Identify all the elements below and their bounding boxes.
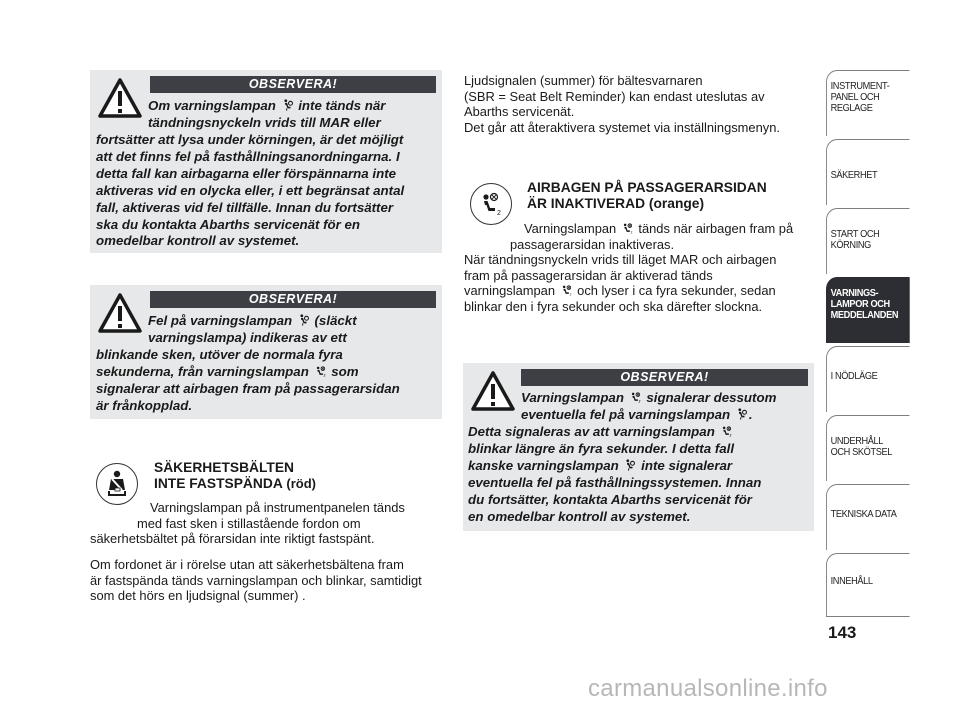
warning-text-segment: som xyxy=(327,363,359,379)
warning-text-2 xyxy=(148,313,438,347)
passenger-airbag-off-icon xyxy=(721,425,732,437)
tab-start-och-korning[interactable] xyxy=(826,208,910,274)
svg-text:2: 2 xyxy=(497,210,501,217)
warning-text-1-cont xyxy=(96,132,440,250)
tab-varningslampor[interactable] xyxy=(826,277,910,343)
text-line: Om fordonet är i rörelse utan att säkerhetsbältena fram xyxy=(90,557,404,572)
text-segment: Varningslampan xyxy=(524,221,620,236)
passenger-airbag-off-icon xyxy=(470,183,512,225)
tab-label: START OCH xyxy=(830,229,880,240)
seatbelt-heading xyxy=(154,460,316,492)
tab-label: INNEHÅLL xyxy=(830,576,873,587)
text-line: Varningslampan på instrumentpanelen tänds xyxy=(150,500,405,515)
warning-text-line: fall, aktiveras vid fel tillfälle. Innan du fortsätter xyxy=(96,199,394,215)
heading-color-note: (orange) xyxy=(645,196,705,211)
warning-text-3-cont xyxy=(468,424,812,525)
text-line: säkerhetsbältet på förarsidan inte riktigt fastspänt. xyxy=(90,531,375,546)
airbag-warning-icon xyxy=(282,99,293,111)
airbag-heading xyxy=(527,180,767,212)
warning-text-segment: inte signalerar xyxy=(637,457,733,473)
tab-label: I NÖDLÄGE xyxy=(830,371,878,382)
warning-text-segment: signalerar dessutom xyxy=(642,390,777,405)
text-segment: och lyser i ca fyra sekunder, sedan xyxy=(573,283,776,298)
heading-line: INTE FASTSPÄNDA xyxy=(154,476,283,491)
warning-text-line: aktiveras vid en olycka eller, i ett begränsat antal xyxy=(96,182,405,198)
seatbelt-paragraph-1-end xyxy=(90,531,450,547)
heading-line: SÄKERHETSBÄLTEN xyxy=(154,460,295,475)
warning-text-line: detta fall kan airbagarna eller förspännarna inte xyxy=(96,165,397,181)
warning-text-segment: Fel på varningslampan xyxy=(148,313,296,328)
warning-text-segment: kanske varningslampan xyxy=(468,457,623,473)
heading-line: ÄR INAKTIVERAD xyxy=(527,196,646,211)
passenger-airbag-off-icon xyxy=(315,365,326,377)
airbag-paragraph-rest xyxy=(464,252,814,314)
tab-label: LAMPOR OCH xyxy=(830,299,890,310)
tab-label: SÄKERHET xyxy=(830,170,878,181)
warning-text-line: du fortsätter, kontakta Abarths servicenät för xyxy=(468,491,752,507)
text-line: med fast sken i stillastående fordon om xyxy=(137,515,361,531)
warning-text-line: eventuella fel på fasthållningssystemen. Innan xyxy=(468,474,762,490)
warning-triangle-icon xyxy=(98,78,142,118)
warning-text-line: fortsätter att lysa under körningen, är det möjligt xyxy=(96,132,404,147)
warning-text-line: en omedelbar kontroll av systemet. xyxy=(468,508,691,524)
tab-label: KÖRNING xyxy=(830,240,871,251)
warning-text-line: tändningsnyckeln vrids till MAR eller xyxy=(148,114,381,130)
warning-text-segment: (släckt xyxy=(310,313,357,328)
tab-label: INSTRUMENT- xyxy=(830,81,890,92)
warning-text-line: att det finns fel på fasthållningsanordningarna. I xyxy=(96,148,400,164)
seatbelt-warning-icon xyxy=(96,463,138,505)
warning-text-3 xyxy=(521,390,811,424)
tab-label: PANEL OCH xyxy=(830,92,880,103)
tab-i-nodlage[interactable] xyxy=(826,346,910,412)
text-line: fram på passagerarsidan är aktiverad tänds xyxy=(464,267,713,283)
warning-text-line: är frånkopplad. xyxy=(96,397,193,413)
warning-text-line: blinkande sken, utöver de normala fyra xyxy=(96,347,343,362)
warning-text-line: varningslampa) indikeras av ett xyxy=(148,329,347,345)
warning-text-line: blinkar längre än fyra sekunder. I detta fall xyxy=(468,440,735,456)
text-line: är fastspända tänds varningslampan och blinkar, samtidigt xyxy=(90,572,422,588)
heading-line: AIRBAGEN PÅ PASSAGERARSIDAN xyxy=(527,180,767,195)
warning-text-segment: Om varningslampan xyxy=(148,98,280,113)
text-line: som det hörs en ljudsignal (summer) . xyxy=(90,588,306,603)
warning-text-segment: sekunderna, från varningslampan xyxy=(96,363,313,379)
seatbelt-paragraph-1 xyxy=(150,500,450,516)
tab-innehall[interactable] xyxy=(826,553,910,617)
tab-instrumentpanel[interactable] xyxy=(826,70,910,136)
summer-note xyxy=(464,73,814,135)
warning-triangle-icon xyxy=(471,371,515,411)
tab-label: UNDERHÅLL xyxy=(830,436,884,447)
text-line: blinkar den i fyra sekunder och ska därefter slockna. xyxy=(464,298,763,314)
warning-text-segment: eventuella fel på varningslampan xyxy=(521,406,734,422)
text-segment: tänds när airbagen fram på xyxy=(634,221,794,236)
tab-underhall[interactable] xyxy=(826,415,910,481)
tab-tekniska-data[interactable] xyxy=(826,484,910,550)
passenger-airbag-off-icon xyxy=(622,222,633,234)
text-line: passagerarsidan inaktiveras. xyxy=(510,236,675,252)
text-line: (SBR = Seat Belt Reminder) kan endast uteslutas av xyxy=(464,88,765,104)
seatbelt-paragraph-1-cont xyxy=(137,516,447,532)
passenger-airbag-off-icon xyxy=(561,284,572,296)
airbag-paragraph-line1 xyxy=(524,221,824,237)
warning-text-line: ska du kontakta Abarths servicenät för en xyxy=(96,216,361,232)
warning-box-1 xyxy=(90,70,442,253)
warning-box-3 xyxy=(463,363,814,531)
warning-triangle-icon xyxy=(98,293,142,333)
text-line: När tändningsnyckeln vrids till läget MAR och airbagen xyxy=(464,252,777,267)
tab-label: MEDDELANDEN xyxy=(830,310,899,321)
tab-sakerhet[interactable] xyxy=(826,139,910,205)
observera-label: OBSERVERA! xyxy=(150,76,436,93)
watermark: carmanualsonline.info xyxy=(588,675,828,702)
tab-label: REGLAGE xyxy=(830,103,873,114)
text-segment: varningslampan xyxy=(464,283,559,298)
tab-label: VARNINGS- xyxy=(830,288,879,299)
airbag-warning-icon xyxy=(624,459,635,471)
heading-color-note: (röd) xyxy=(282,476,316,491)
warning-text-segment: . xyxy=(748,406,753,422)
warning-text-segment: Varningslampan xyxy=(521,390,628,405)
warning-box-2 xyxy=(90,285,442,419)
warning-text-segment: inte tänds när xyxy=(294,98,386,113)
passenger-airbag-off-icon xyxy=(630,391,641,403)
warning-text-2-cont xyxy=(96,347,440,415)
text-line: Det går att återaktivera systemet via inställningsmenyn. xyxy=(464,119,780,135)
text-line: Ljudsignalen (summer) för bältesvarnaren xyxy=(464,73,703,88)
observera-label: OBSERVERA! xyxy=(521,369,808,386)
warning-text-line: signalerar att airbagen fram på passagerarsidan xyxy=(96,380,400,396)
airbag-warning-icon xyxy=(298,314,309,326)
observera-label: OBSERVERA! xyxy=(150,291,436,308)
airbag-warning-icon xyxy=(736,408,747,420)
warning-text-segment: Detta signaleras av att varningslampan xyxy=(468,424,719,439)
tab-label: OCH SKÖTSEL xyxy=(830,447,892,458)
warning-text-1 xyxy=(148,98,438,132)
page-number: 143 xyxy=(828,623,857,642)
text-line: Abarths servicenät. xyxy=(464,104,575,119)
airbag-paragraph-line2 xyxy=(510,237,810,253)
seatbelt-paragraph-2 xyxy=(90,557,450,604)
tab-label: TEKNISKA DATA xyxy=(830,509,897,520)
warning-text-line: omedelbar kontroll av systemet. xyxy=(96,233,300,249)
